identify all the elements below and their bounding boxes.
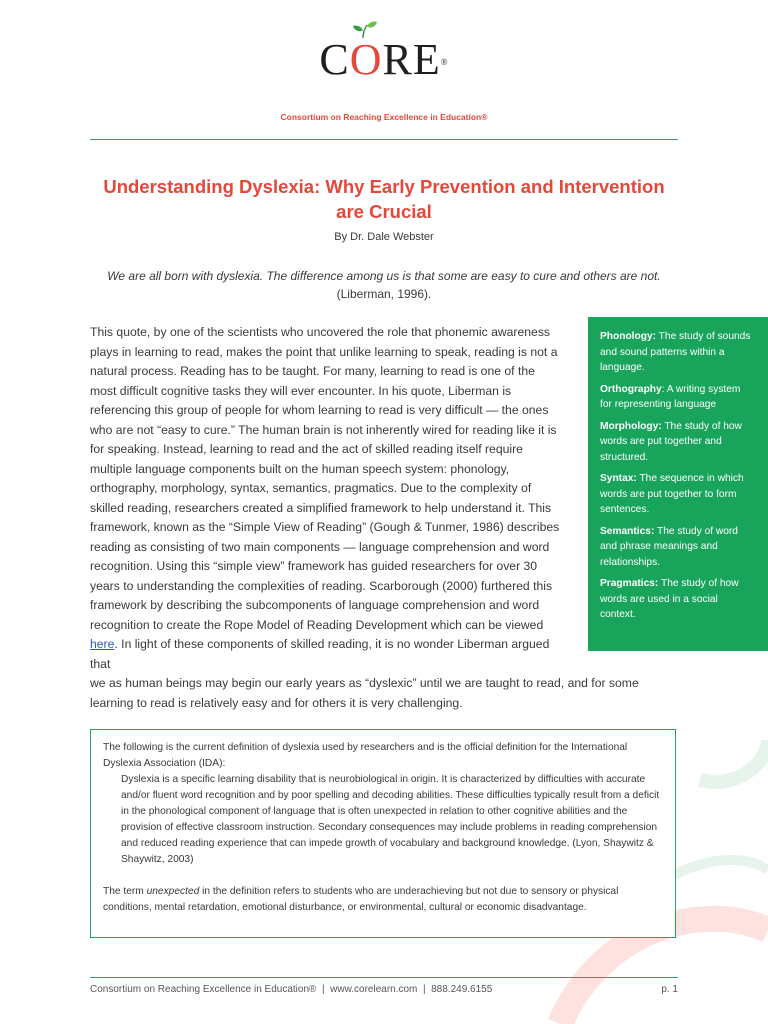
- core-logo: [0, 35, 768, 84]
- page-number: p. 1: [661, 984, 678, 995]
- glossary-item-orthography: Orthography: A writing system for representing language: [600, 383, 741, 410]
- quote-text: We are all born with dyslexia. The difference among us is that some are easy to cure and others are not.: [107, 269, 661, 283]
- body-paragraph-wide: we as human beings may begin our early years as “dyslexic” until we are taught to read, and for some learning to read is relatively easy and for others it is very challenging.: [90, 676, 639, 710]
- article-author: By Dr. Dale Webster: [334, 231, 434, 243]
- glossary-item-syntax: Syntax: The sequence in which words are put together to form sentences.: [600, 473, 744, 515]
- page-footer: [90, 984, 678, 995]
- logo-registered-mark: ®: [440, 57, 449, 67]
- rope-model-link[interactable]: here: [90, 637, 115, 651]
- logo-letter-c: C: [319, 35, 350, 84]
- article-title: Understanding Dyslexia: Why Early Prevention and Intervention are Crucial: [103, 176, 665, 222]
- body-paragraph-part1: This quote, by one of the scientists who uncovered the role that phonemic awareness plays in learning to read, makes the point that unlike learning to speak, reading is not a natural process. Reading has to be taught. For many, learning to read is one of the most difficult cognitive tasks they will ever encounter. In his quote, Liberman is referencing this group of people for whom learning to read is very difficult — the ones who are not “easy to cure.” The human brain is not inherently wired for reading like it is for speaking. Instead, learning to read and the act of skilled reading itself require multiple language components built on the human speech system: phonology, orthography, morphology, syntax, semantics, pragmatics. Due to the complexity of skilled reading, researchers created a simplified framework to help understand it. This framework, known as the “Simple View of Reading” (Gough & Tunmer, 1986) describes reading as consisting of two main components — language comprehension and word recognition. Using this “simple view” framework has guided researchers for over 30 years to understanding the complexities of reading. Scarborough (2000) furthered this framework by describing the subcomponents of language comprehension and word recognition to create the Rope Model of Reading Development which can be viewed: [90, 325, 560, 632]
- footer-divider: [90, 977, 678, 978]
- body-paragraph-part2: . In light of these components of skilled reading, it is no wonder Liberman argued that: [90, 637, 550, 671]
- definition-intro: The following is the current definition of dyslexia used by researchers and is the official definition for the International Dyslexia Association (IDA):: [103, 742, 628, 769]
- footer-org: Consortium on Reaching Excellence in Education®: [90, 984, 317, 995]
- apple-leaf-icon: [349, 20, 379, 40]
- logo-letters-re: RE: [382, 35, 441, 84]
- glossary-sidebar: [588, 317, 768, 651]
- glossary-item-phonology: Phonology: The study of sounds and sound patterns within a language.: [600, 331, 751, 373]
- dyslexia-definition-box: [90, 729, 676, 938]
- article-body: [90, 323, 639, 713]
- unexpected-note: The term unexpected in the definition refers to students who are underachieving but not due to sensory or physical conditions, mental retardation, emotional disturbance, or environmental, cultural or economic disadvantage.: [103, 886, 619, 913]
- logo-wordmark: [319, 35, 449, 84]
- glossary-item-semantics: Semantics: The study of word and phrase meanings and relationships.: [600, 525, 738, 568]
- quote-source: (Liberman, 1996).: [336, 287, 432, 301]
- logo-apple-o: O: [349, 35, 383, 84]
- footer-website[interactable]: www.corelearn.com: [330, 984, 418, 995]
- tagline: Consortium on Reaching Excellence in Education®: [280, 112, 488, 122]
- opening-quote: [84, 267, 684, 303]
- ida-definition: Dyslexia is a specific learning disability that is neurobiological in origin. It is characterized by difficulties with accurate and/or fluent word recognition and by poor spelling and decoding abilities. These difficulties typically result from a deficit in the phonological component of language that is often unexpected in relation to other cognitive abilities and the provision of effective classroom instruction. Secondary consequences may include problems in reading comprehension and reduced reading experience that can impede growth of vocabulary and background knowledge. (Lyon, Shaywitz & Shaywitz, 2003): [121, 774, 660, 865]
- header-divider: [90, 139, 678, 140]
- footer-separator: |: [321, 984, 325, 995]
- glossary-item-pragmatics: Pragmatics: The study of how words are used in a social context.: [600, 578, 739, 620]
- glossary-item-morphology: Morphology: The study of how words are put together and structured.: [600, 420, 742, 463]
- footer-phone: 888.249.6155: [431, 984, 493, 995]
- footer-separator: |: [422, 984, 426, 995]
